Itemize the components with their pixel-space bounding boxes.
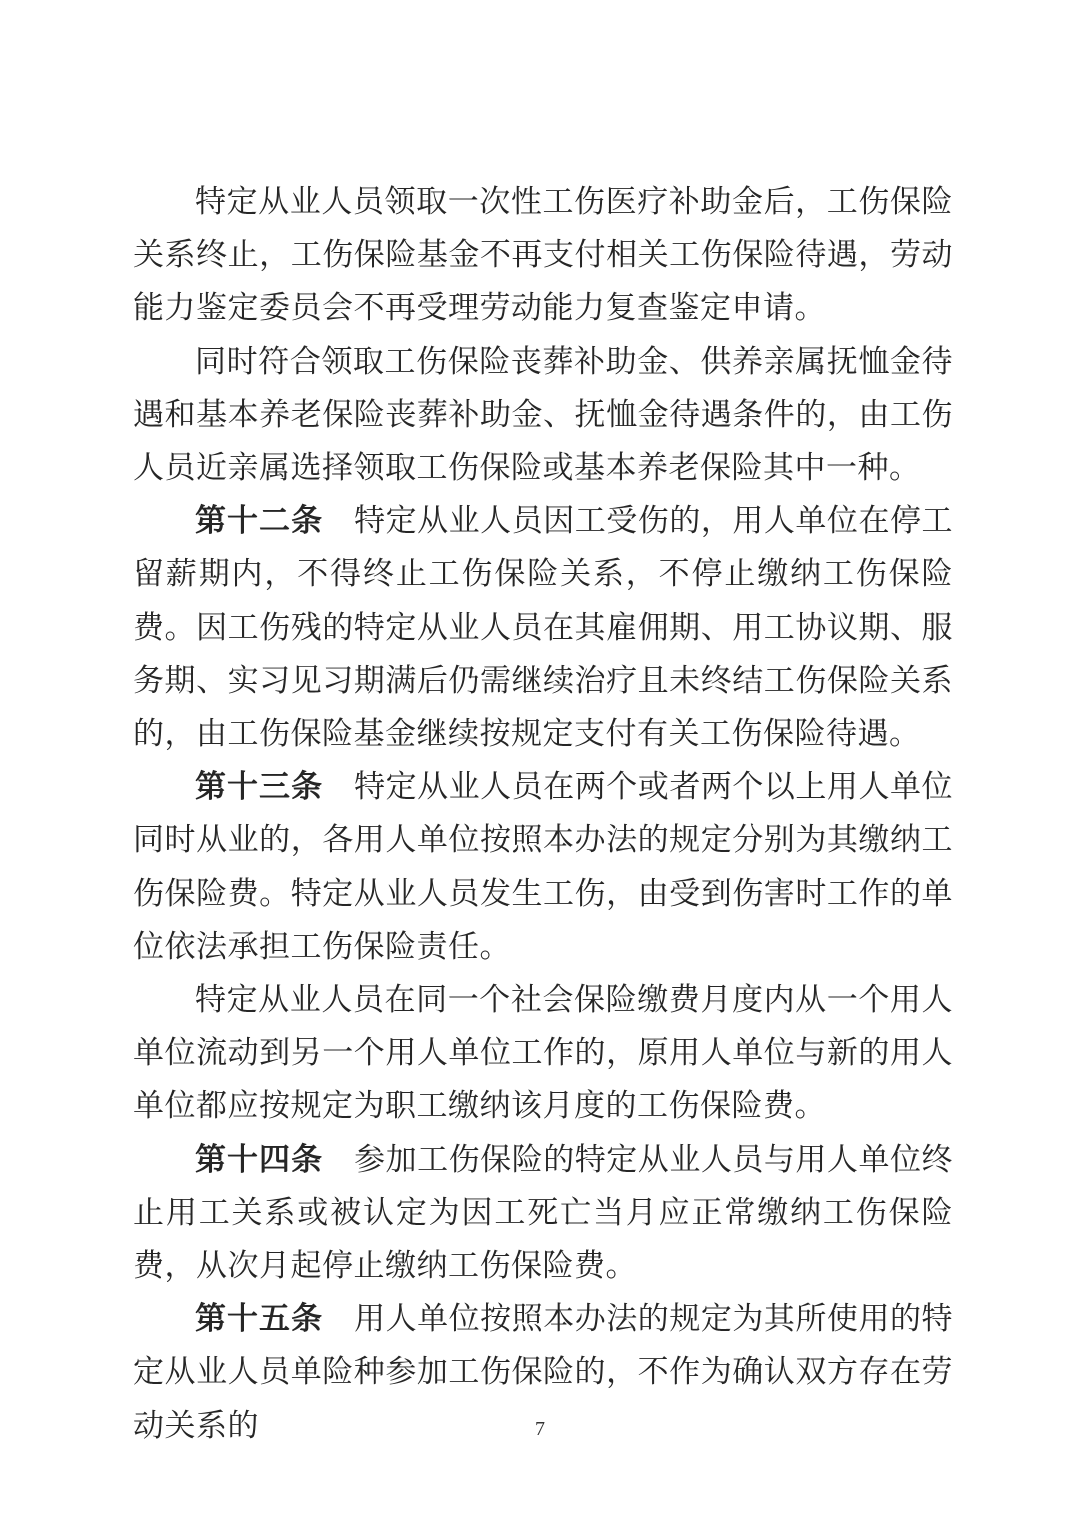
article-label: 第十三条: [195, 769, 324, 806]
paragraph-2: [133, 336, 953, 496]
paragraph-text: 特定从业人员领取一次性工伤医疗补助金后，工伤保险关系终止，工伤保险基金不再支付相关工伤保险待遇，劳动能力鉴定委员会不再受理劳动能力复查鉴定申请。: [133, 184, 953, 327]
paragraph-text: 同时符合领取工伤保险丧葬补助金、供养亲属抚恤金待遇和基本养老保险丧葬补助金、抚恤金待遇条件的，由工伤人员近亲属选择领取工伤保险或基本养老保险其中一种。: [133, 343, 953, 487]
paragraph-1: [133, 176, 953, 336]
article-label: 第十四条: [195, 1141, 324, 1178]
article-14: [133, 1134, 953, 1294]
article-label: 第十五条: [195, 1301, 324, 1338]
paragraph-text: 用人单位按照本办法的规定为其所使用的特定从业人员单险种参加工伤保险的，不作为确认双方存在劳动关系的: [133, 1301, 954, 1444]
article-13: [133, 761, 953, 974]
article-12: [133, 495, 953, 761]
article-label: 第十二条: [195, 503, 324, 540]
paragraph-text: 参加工伤保险的特定从业人员与用人单位终止用工关系或被认定为因工死亡当月应正常缴纳工伤保险费，从次月起停止缴纳工伤保险费。: [133, 1141, 954, 1285]
paragraph-text: 特定从业人员因工受伤的，用人单位在停工留薪期内，不得终止工伤保险关系，不停止缴纳工伤保险费。因工伤残的特定从业人员在其雇佣期、用工协议期、服务期、实习见习期满后仍需继续治疗且未终结工伤保险关系的，由工伤保险基金继续按规定支付有关工伤保险待遇。: [133, 503, 954, 753]
document-body: [133, 176, 953, 1453]
paragraph-text: 特定从业人员在同一个社会保险缴费月度内从一个用人单位流动到另一个用人单位工作的，原用人单位与新的用人单位都应按规定为职工缴纳该月度的工伤保险费。: [133, 982, 953, 1125]
paragraph-5: [133, 974, 953, 1134]
paragraph-text: 特定从业人员在两个或者两个以上用人单位同时从业的，各用人单位按照本办法的规定分别为其缴纳工伤保险费。特定从业人员发生工伤，由受到伤害时工作的单位依法承担工伤保险责任。: [133, 769, 954, 965]
page-number: 7: [535, 1418, 545, 1440]
